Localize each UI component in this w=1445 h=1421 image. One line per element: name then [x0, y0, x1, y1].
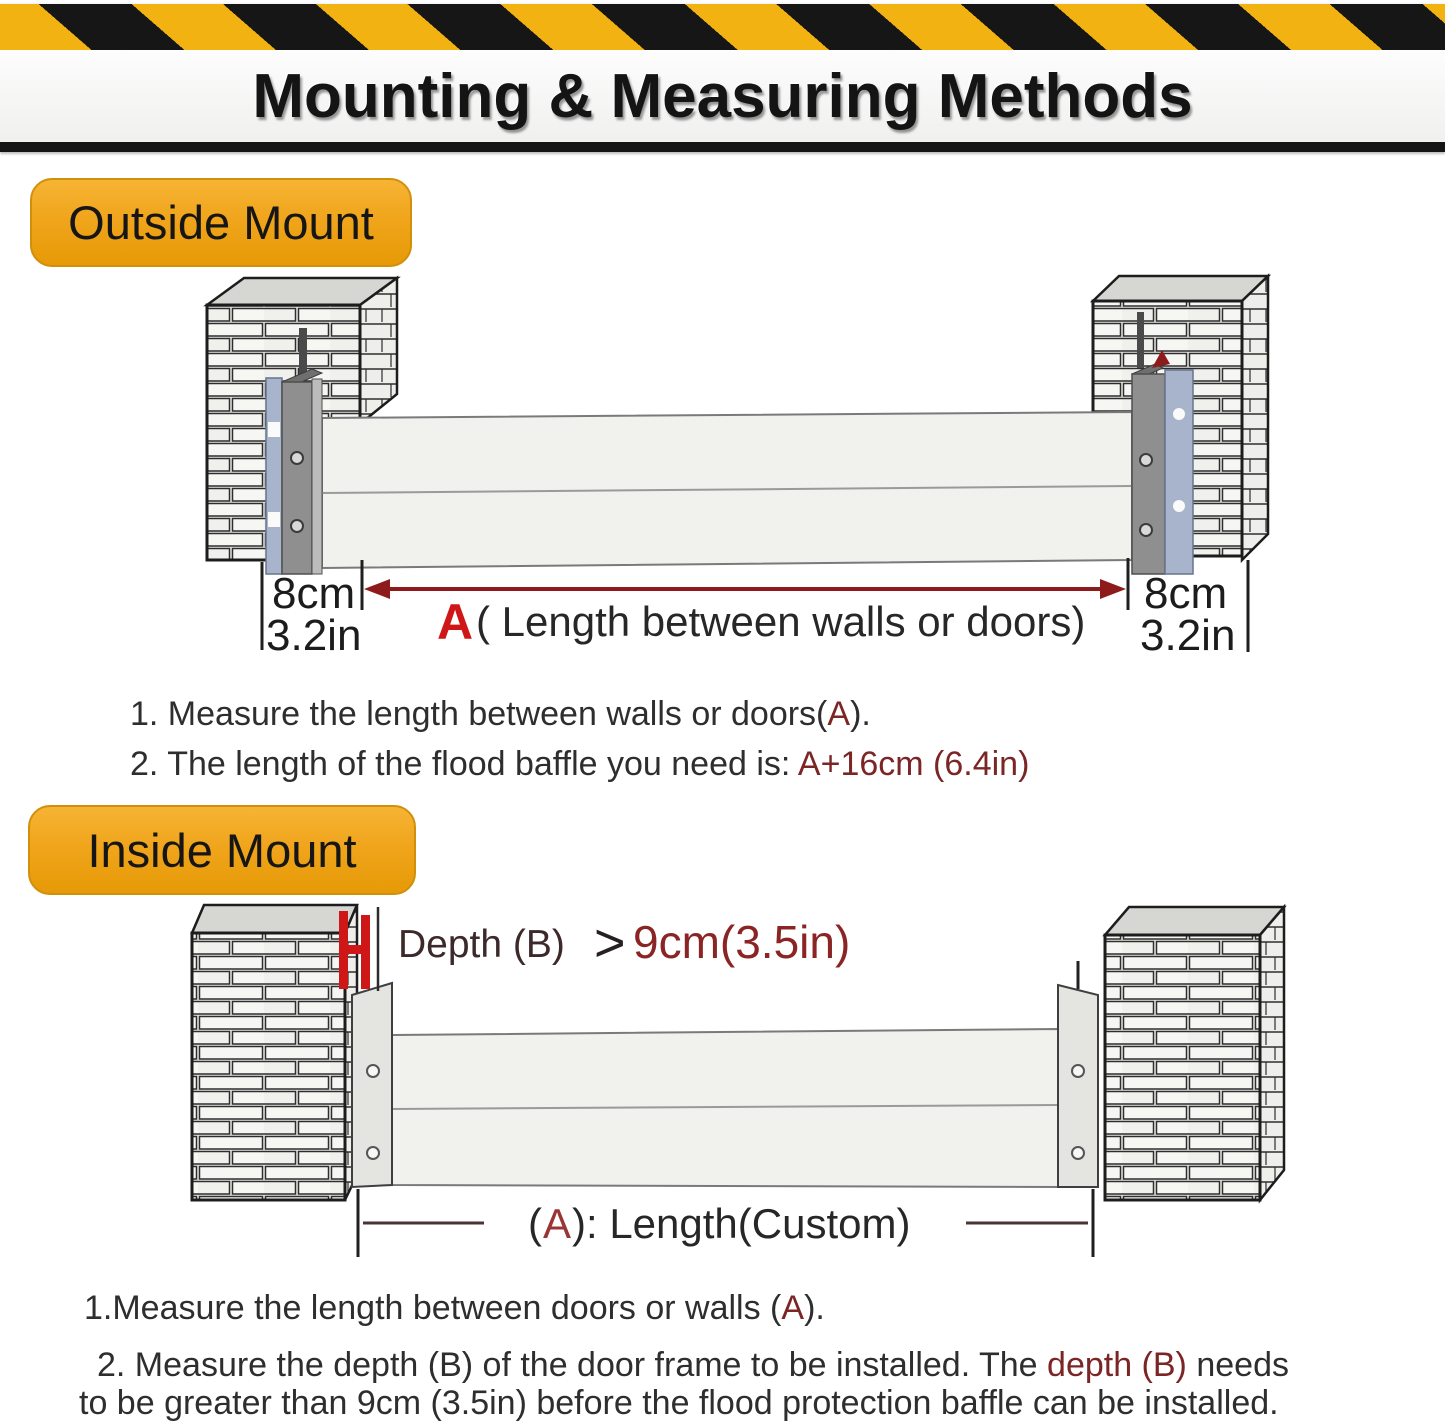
- left-mount-rail: [352, 983, 392, 1187]
- right-mount-rail: [1132, 350, 1193, 574]
- outside-instruction-2: 2. The length of the flood baffle you need is: A+16cm (6.4in): [130, 745, 1030, 783]
- arrow-head-left-icon: [364, 579, 390, 599]
- hazard-stripe-band: [0, 4, 1445, 50]
- inside-instructions: [79, 1288, 1439, 1421]
- length-a-caption: ( Length between walls or doors): [476, 598, 1086, 645]
- right-brick-pillar: [1105, 907, 1284, 1200]
- length-label-open: (: [528, 1200, 542, 1247]
- depth-annotation: [398, 913, 850, 973]
- length-label-rest: ): Length(Custom): [572, 1200, 911, 1247]
- greater-than-sign: >: [594, 913, 626, 973]
- screw-hole: [291, 452, 303, 464]
- right-mount-rail: [1058, 961, 1098, 1187]
- left-brick-pillar: [192, 905, 357, 1200]
- screw-hole: [367, 1065, 379, 1077]
- flood-barrier-panel: [322, 412, 1132, 568]
- screw-hole: [1140, 454, 1152, 466]
- inside-mount-badge-label: Inside Mount: [87, 823, 357, 877]
- outside-mount-diagram: [0, 262, 1445, 680]
- arrow-head-right-icon: [1100, 579, 1126, 599]
- page-title: Mounting & Measuring Methods: [252, 61, 1193, 131]
- outside-instruction-1: 1. Measure the length between walls or doors(A).: [130, 695, 871, 733]
- screw-hole: [1140, 524, 1152, 536]
- right-anchor-slot: [1137, 312, 1144, 368]
- outside-mount-badge: [30, 178, 412, 267]
- header-divider-bar: [0, 142, 1445, 152]
- length-a-letter: A: [543, 1200, 572, 1247]
- screw-hole: [367, 1147, 379, 1159]
- screw-hole: [291, 520, 303, 532]
- outside-measurement: [262, 558, 1248, 660]
- right-offset-cm: 8cm: [1144, 569, 1228, 618]
- inside-measurement: [358, 1189, 1093, 1257]
- left-offset-cm: 8cm: [272, 569, 356, 618]
- inside-mount-badge: [28, 805, 416, 895]
- left-offset-in: 3.2in: [266, 611, 362, 660]
- screw-hole: [1072, 1147, 1084, 1159]
- length-a-letter: A: [437, 594, 474, 650]
- title-band: [0, 50, 1445, 142]
- screw-hole: [1072, 1065, 1084, 1077]
- inside-instruction-2: 2. Measure the depth (B) of the door frame to be installed. The depth (B) needs to be greater than 9cm (3.5in) before the flood protection baffle can be installed.: [79, 1346, 1289, 1421]
- depth-b-value: 9cm(3.5in): [633, 916, 851, 968]
- depth-b-label: Depth (B): [398, 923, 565, 966]
- inside-instruction-1: 1.Measure the length between doors or walls (A).: [84, 1289, 825, 1327]
- outside-instructions: [130, 694, 1380, 784]
- right-offset-in: 3.2in: [1140, 611, 1236, 660]
- outside-mount-badge-label: Outside Mount: [68, 196, 374, 249]
- inside-mount-diagram: [0, 895, 1445, 1280]
- flood-barrier-panel: [392, 1029, 1058, 1187]
- left-mount-rail: [266, 369, 322, 574]
- depth-marker: [339, 907, 378, 991]
